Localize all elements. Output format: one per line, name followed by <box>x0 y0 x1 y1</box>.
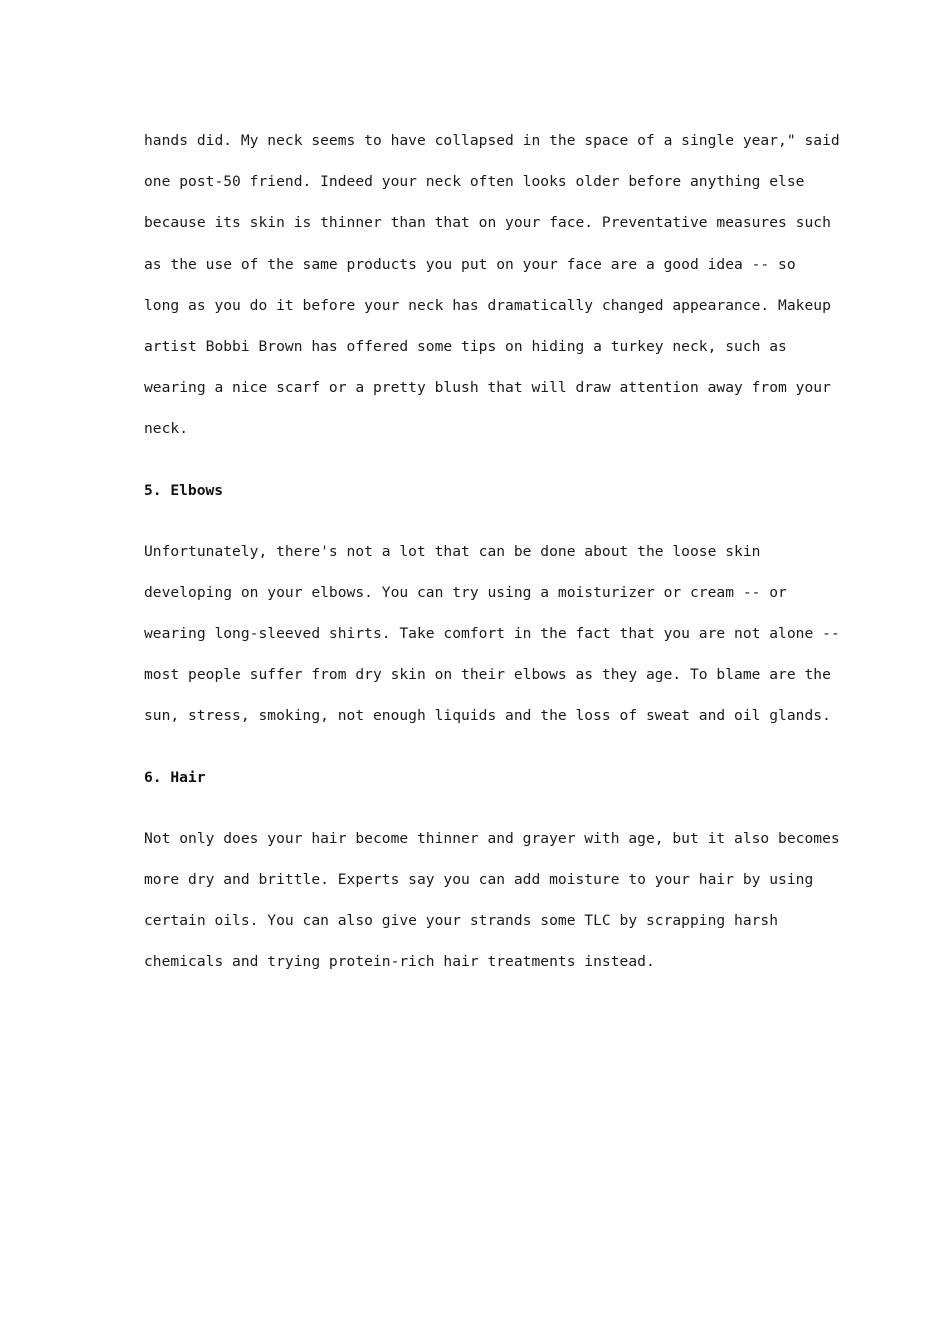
text-line: developing on your elbows. You can try using a moisturizer or cream -- or <box>144 583 787 601</box>
text-line: wearing a nice scarf or a pretty blush that will draw attention away from your <box>144 379 831 397</box>
paragraph-spacer <box>144 511 814 531</box>
text-line: Unfortunately, there's not a lot that can be done about the loose skin <box>144 542 761 560</box>
paragraph-spacer <box>144 798 814 818</box>
paragraph-neck <box>144 120 840 450</box>
document-page <box>144 120 840 983</box>
text-line: chemicals and trying protein-rich hair treatments instead. <box>144 953 655 971</box>
text-line: one post-50 friend. Indeed your neck often looks older before anything else <box>144 173 805 191</box>
paragraph-spacer <box>144 737 814 757</box>
text-line: most people suffer from dry skin on their elbows as they age. To blame are the <box>144 666 831 684</box>
paragraph-spacer <box>144 450 814 470</box>
paragraph-hair <box>144 818 840 983</box>
text-line: neck. <box>144 420 189 438</box>
text-line: certain oils. You can also give your strands some TLC by scrapping harsh <box>144 912 779 930</box>
text-line: artist Bobbi Brown has offered some tips on hiding a turkey neck, such as <box>144 337 787 355</box>
text-line: sun, stress, smoking, not enough liquids and the loss of sweat and oil glands. <box>144 707 831 725</box>
text-line: because its skin is thinner than that on your face. Preventative measures such <box>144 214 831 232</box>
text-line: long as you do it before your neck has dramatically changed appearance. Makeup <box>144 296 831 314</box>
text-line: as the use of the same products you put on your face are a good idea -- so <box>144 255 796 273</box>
section-heading-elbows: 5. Elbows <box>144 481 224 499</box>
text-line: hands did. My neck seems to have collapsed in the space of a single year," said <box>144 132 840 149</box>
section-heading-hair: 6. Hair <box>144 768 206 786</box>
text-line: Not only does your hair become thinner and grayer with age, but it also becomes <box>144 829 840 847</box>
text-line: more dry and brittle. Experts say you can add moisture to your hair by using <box>144 871 814 888</box>
text-line: wearing long-sleeved shirts. Take comfort in the fact that you are not alone -- <box>144 625 840 643</box>
paragraph-elbows <box>144 531 840 737</box>
